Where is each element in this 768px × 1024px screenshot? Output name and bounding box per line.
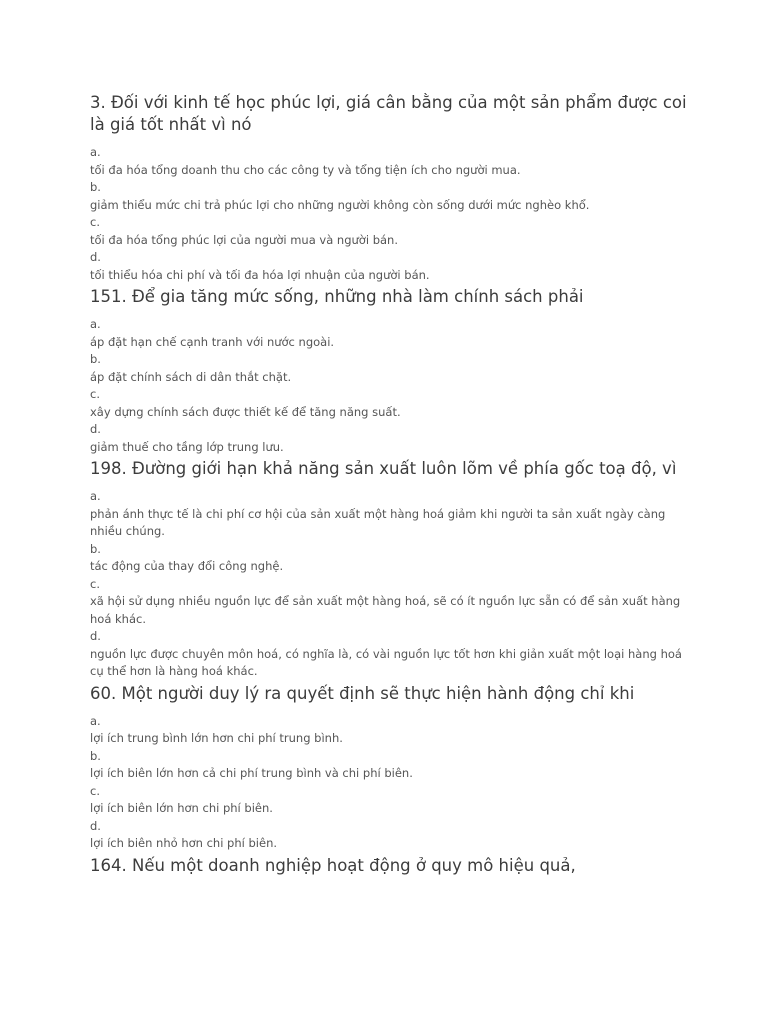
- document-page: [90, 92, 690, 885]
- option-letter: d.: [90, 422, 101, 436]
- question-164: [90, 855, 690, 877]
- option-text: tối đa hóa tổng phúc lợi của người mua và người bán.: [90, 232, 398, 247]
- option-letter: d.: [90, 818, 101, 833]
- question-title: 60. Một người duy lý ra quyết định sẽ thực hiện hành động chỉ khi: [90, 683, 635, 703]
- option-letter: c.: [90, 576, 100, 591]
- option-text: xây dựng chính sách được thiết kế để tăng năng suất.: [90, 404, 401, 419]
- question-3: [90, 92, 690, 284]
- option-d: [90, 249, 690, 284]
- option-letter: c.: [90, 215, 100, 229]
- option-text: giảm thuế cho tầng lớp trung lưu.: [90, 439, 284, 454]
- option-b: [90, 748, 690, 783]
- option-letter: c.: [90, 387, 100, 401]
- option-letter: a.: [90, 489, 101, 503]
- option-c: [90, 214, 690, 249]
- option-c: [90, 576, 690, 629]
- option-d: [90, 818, 690, 853]
- option-a: [90, 713, 690, 748]
- option-text: tối thiểu hóa chi phí và tối đa hóa lợi nhuận của người bán.: [90, 267, 430, 282]
- option-a: [90, 144, 690, 179]
- option-letter: c.: [90, 783, 100, 798]
- question-title: 151. Để gia tăng mức sống, những nhà làm chính sách phải: [90, 287, 584, 306]
- option-text: áp đặt hạn chế cạnh tranh với nước ngoài.: [90, 334, 335, 349]
- question-title: 164. Nếu một doanh nghiệp hoạt động ở quy mô hiệu quả,: [90, 855, 576, 875]
- option-letter: b.: [90, 541, 101, 556]
- option-letter: a.: [90, 713, 101, 728]
- option-letter: b.: [90, 748, 101, 763]
- option-text: áp đặt chính sách di dân thắt chặt.: [90, 369, 292, 384]
- question-title: 3. Đối với kinh tế học phúc lợi, giá cân bằng của một sản phẩm được coi là giá tốt nhất vì nó: [90, 93, 687, 134]
- option-text: tác động của thay đổi công nghệ.: [90, 559, 284, 573]
- option-text: xã hội sử dụng nhiều nguồn lực để sản xuất một hàng hoá, sẽ có ít nguồn lực sẵn có để sản xuất hàng hoá khác.: [90, 594, 681, 626]
- option-c: [90, 386, 690, 421]
- option-d: [90, 421, 690, 456]
- option-c: [90, 783, 690, 818]
- option-b: [90, 541, 690, 576]
- option-letter: b.: [90, 180, 101, 194]
- option-text: lợi ích trung bình lớn hơn chi phí trung bình.: [90, 731, 343, 745]
- option-letter: b.: [90, 352, 101, 366]
- option-letter: d.: [90, 250, 101, 264]
- question-title: 198. Đường giới hạn khả năng sản xuất luôn lõm về phía gốc toạ độ, vì: [90, 459, 677, 478]
- question-198: [90, 458, 690, 681]
- option-text: phản ánh thực tế là chi phí cơ hội của sản xuất một hàng hoá giảm khi người ta sản xuất ngày càng nhiều chúng.: [90, 506, 666, 538]
- option-text: lợi ích biên lớn hơn chi phí biên.: [90, 801, 273, 815]
- option-text: giảm thiểu mức chi trả phúc lợi cho những người không còn sống dưới mức nghèo khổ.: [90, 197, 590, 212]
- option-b: [90, 351, 690, 386]
- option-a: [90, 488, 690, 541]
- option-text: nguồn lực được chuyên môn hoá, có nghĩa là, có vài nguồn lực tốt hơn khi giản xuất một loại hàng hoá cụ thể hơn là hàng hoá khác.: [90, 646, 682, 678]
- question-151: [90, 286, 690, 456]
- question-60: [90, 683, 690, 853]
- option-text: lợi ích biên nhỏ hơn chi phí biên.: [90, 836, 278, 850]
- option-d: [90, 628, 690, 681]
- option-a: [90, 316, 690, 351]
- option-b: [90, 179, 690, 214]
- option-letter: d.: [90, 629, 101, 643]
- option-letter: a.: [90, 317, 101, 331]
- option-text: lợi ích biên lớn hơn cả chi phí trung bình và chi phí biên.: [90, 766, 413, 780]
- option-text: tối đa hóa tổng doanh thu cho các công ty và tổng tiện ích cho người mua.: [90, 162, 521, 177]
- option-letter: a.: [90, 145, 101, 159]
